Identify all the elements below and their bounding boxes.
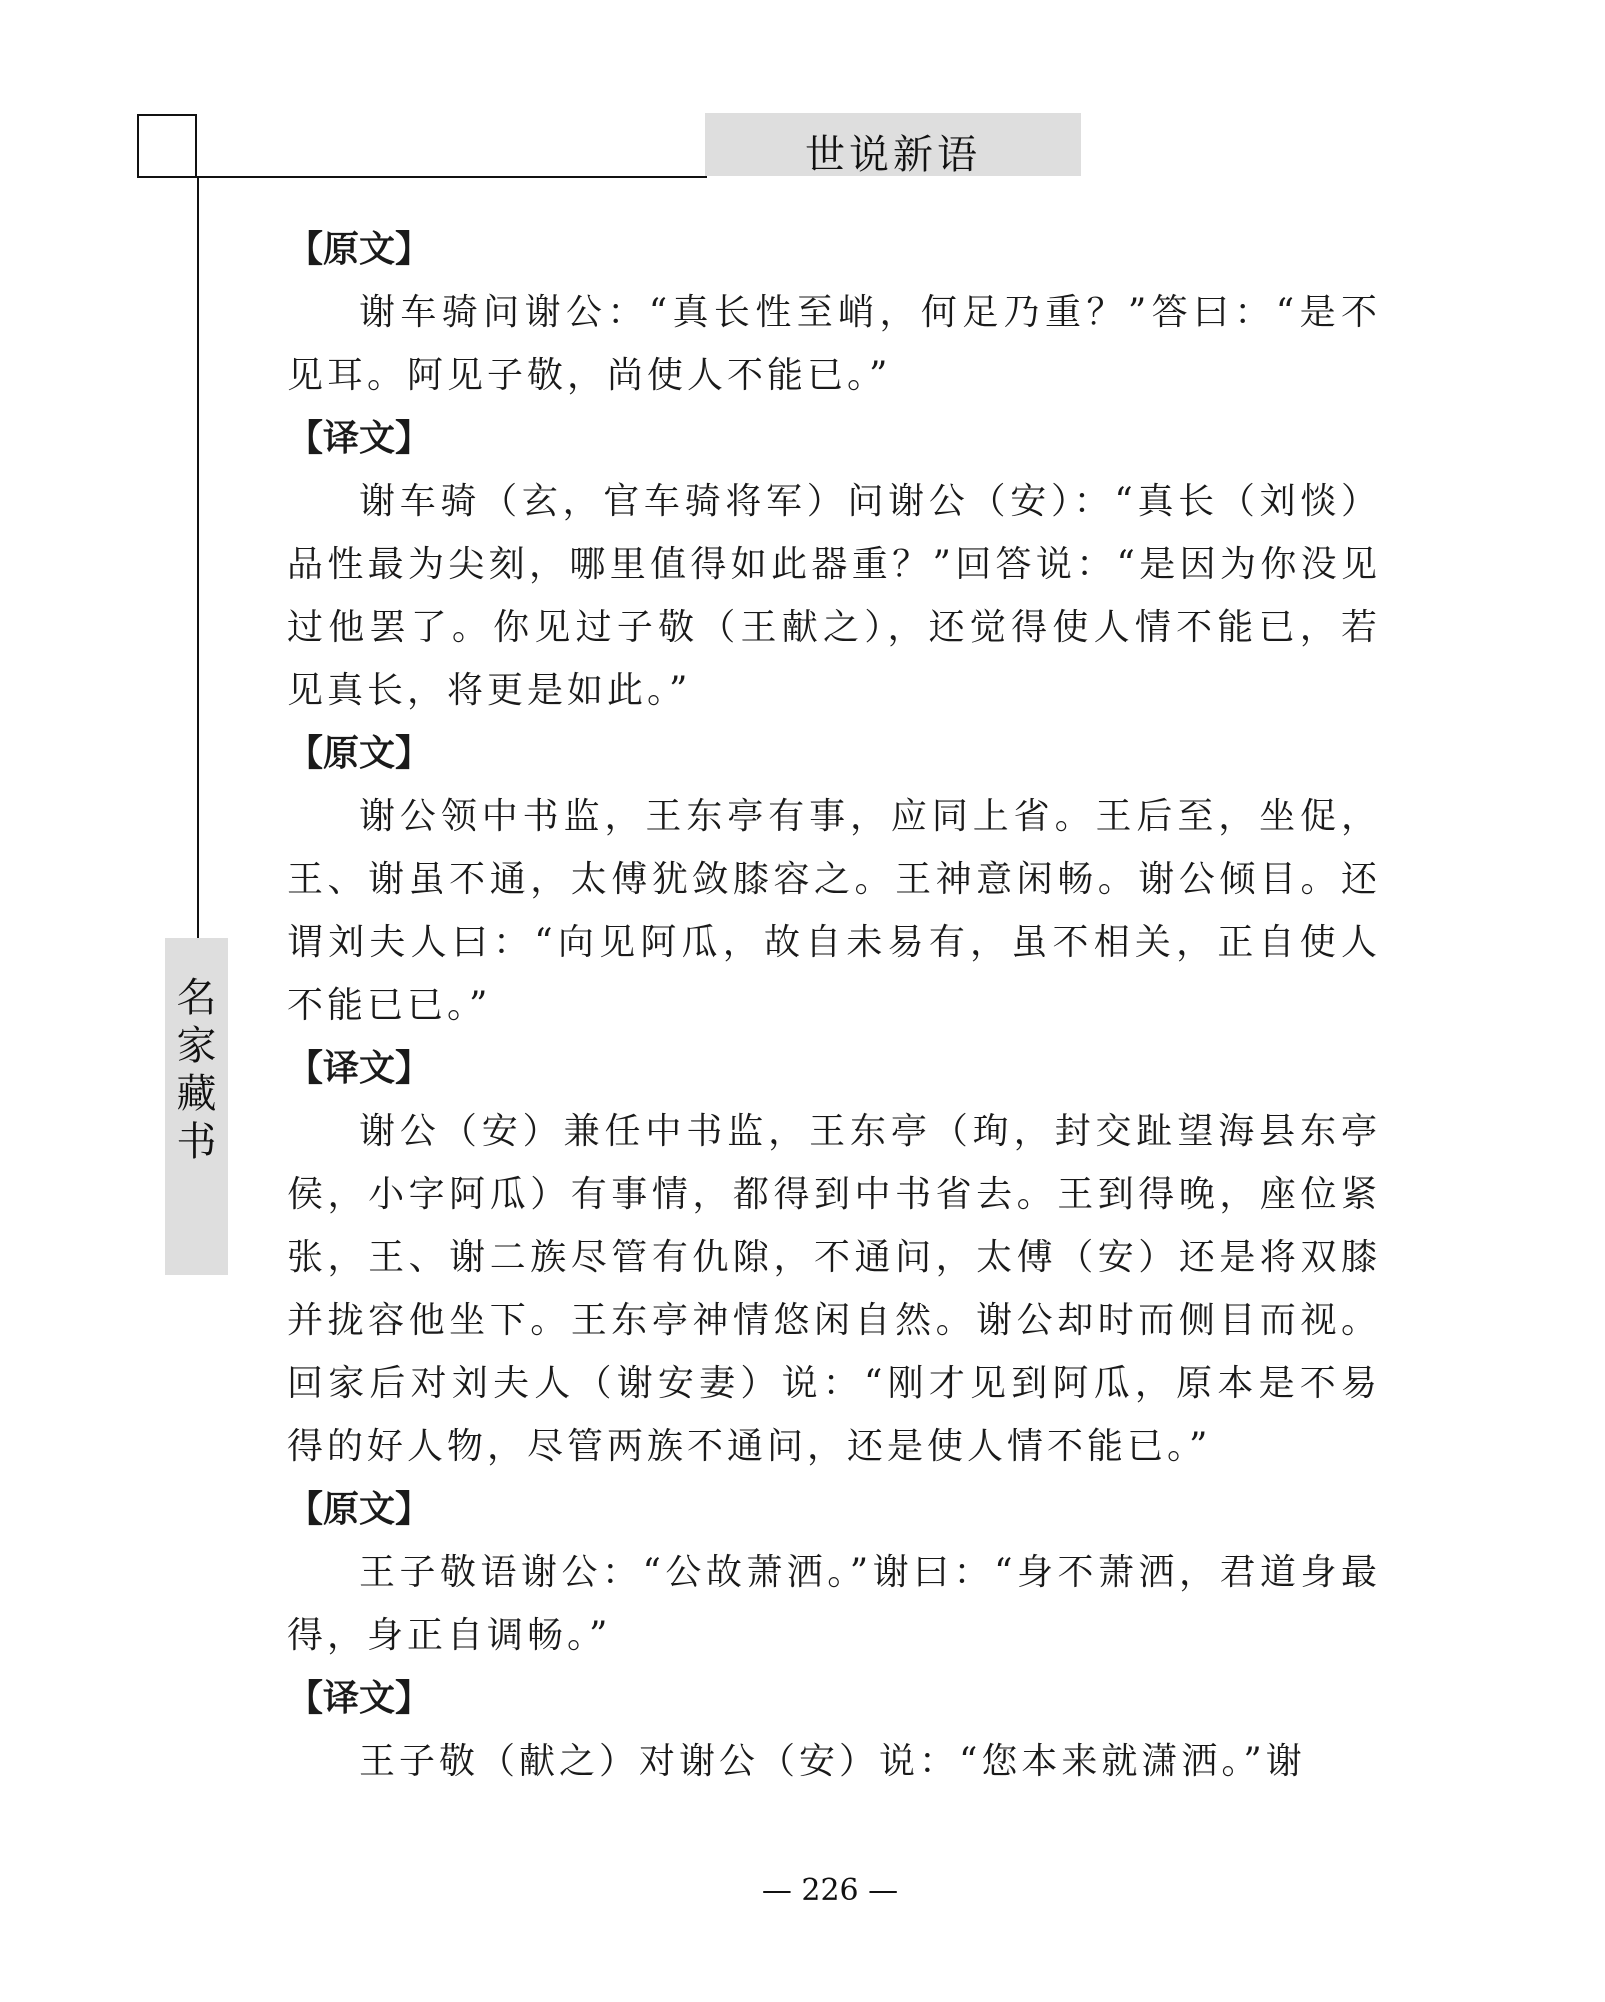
side-tab-char: 家 bbox=[176, 1023, 217, 1069]
side-tab-char: 藏 bbox=[176, 1071, 217, 1117]
side-tab-char: 书 bbox=[176, 1119, 217, 1165]
section bbox=[287, 722, 1381, 1037]
section-text: 谢公领中书监，王东亭有事，应同上省。王后至，坐促，王、谢虽不通，太傅犹敛膝容之。王神意闲畅。谢公倾目。还谓刘夫人曰：“向见阿瓜，故自未易有，虽不相关，正自使人不能已已。” bbox=[287, 796, 1381, 1026]
section bbox=[287, 407, 1381, 722]
section-text: 谢公（安）兼任中书监，王东亭（珣，封交趾望海县东亭侯，小字阿瓜）有事情，都得到中书省去。王到得晚，座位紧张，王、谢二族尽管有仇隙，不通问，太傅（安）还是将双膝并拢容他坐下。王东亭神情悠闲自然。谢公却时而侧目而视。回家后对刘夫人（谢安妻）说：“刚才见到阿瓜，原本是不易得的好人物，尽管两族不通问，还是使人情不能已。” bbox=[287, 1111, 1381, 1467]
side-tab-char: 名 bbox=[176, 975, 217, 1021]
section-label-original: 【原文】 bbox=[287, 1489, 432, 1530]
section-text: 王子敬语谢公：“公故萧洒。”谢曰：“身不萧洒，君道身最得，身正自调畅。” bbox=[287, 1552, 1381, 1656]
margin-rule bbox=[197, 176, 199, 938]
header-rule bbox=[197, 176, 707, 178]
section-label-translation: 【译文】 bbox=[287, 1048, 432, 1089]
section bbox=[287, 1667, 1381, 1793]
book-title: 世说新语 bbox=[805, 132, 981, 178]
side-tab bbox=[165, 938, 228, 1275]
section-text: 谢车骑问谢公：“真长性至峭，何足乃重？”答曰：“是不见耳。阿见子敬，尚使人不能已。” bbox=[287, 292, 1381, 396]
section bbox=[287, 1478, 1381, 1667]
section-label-original: 【原文】 bbox=[287, 733, 432, 774]
section-text: 王子敬（献之）对谢公（安）说：“您本来就潇洒。”谢 bbox=[359, 1741, 1306, 1782]
header-corner-box bbox=[137, 114, 197, 178]
section bbox=[287, 1037, 1381, 1478]
section bbox=[287, 218, 1381, 407]
section-text: 谢车骑（玄，官车骑将军）问谢公（安）：“真长（刘惔）品性最为尖刻，哪里值得如此器重？”回答说：“是因为你没见过他罢了。你见过子敬（王献之），还觉得使人情不能已，若见真长，将更是如此。” bbox=[287, 481, 1381, 711]
section-label-translation: 【译文】 bbox=[287, 418, 432, 459]
section-label-translation: 【译文】 bbox=[287, 1678, 432, 1719]
page-body bbox=[287, 218, 1381, 1793]
section-label-original: 【原文】 bbox=[287, 229, 432, 270]
running-header bbox=[705, 113, 1081, 176]
page-number: — 226 — bbox=[761, 1873, 899, 1908]
